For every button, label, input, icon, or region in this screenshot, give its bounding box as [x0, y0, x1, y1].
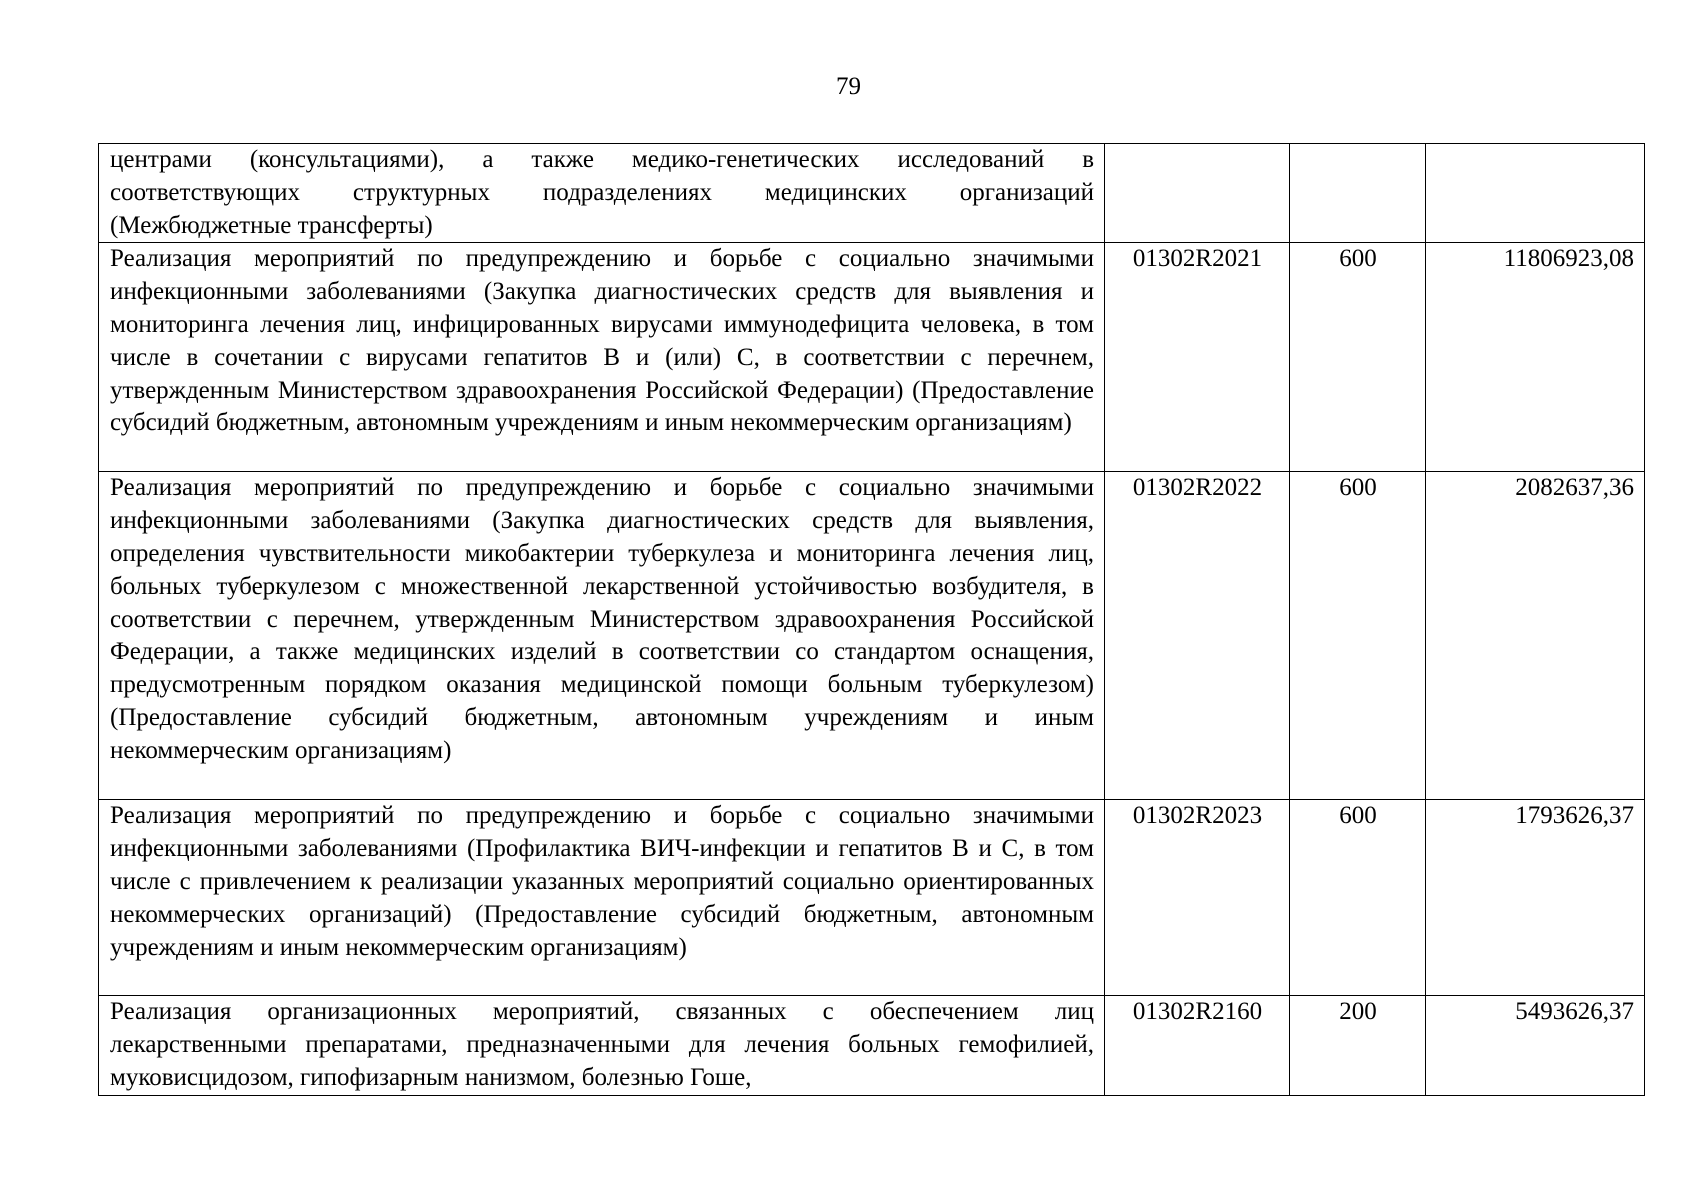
code-cell: 01302R2022: [1105, 472, 1290, 800]
expense-type-cell: 200: [1290, 996, 1426, 1095]
amount-cell: 5493626,37: [1426, 996, 1645, 1095]
expense-type-cell: 600: [1290, 800, 1426, 996]
expense-type-cell: 600: [1290, 472, 1426, 800]
table-row: [99, 144, 1645, 243]
amount-cell: 2082637,36: [1426, 472, 1645, 800]
description-cell: центрами (консультациями), а также медико-генетических исследований в соответствующих структурных подразделениях медицинских организаций (Межбюджетные трансферты): [99, 144, 1105, 243]
code-cell: [1105, 144, 1290, 243]
table-row: [99, 996, 1645, 1095]
description-cell: Реализация мероприятий по предупреждению и борьбе с социально значимыми инфекционными заболеваниями (Профилактика ВИЧ-инфекции и гепатитов B и C, в том числе с привлечением к реализации указанных мероприятий социально ориентированных некоммерческих организаций) (Предоставление субсидий бюджетным, автономным учреждениям и иным некоммерческим организациям): [99, 800, 1105, 996]
budget-table: [98, 143, 1645, 1096]
amount-cell: 1793626,37: [1426, 800, 1645, 996]
code-cell: 01302R2023: [1105, 800, 1290, 996]
description-cell: Реализация организационных мероприятий, связанных с обеспечением лиц лекарственными препаратами, предназначенными для лечения больных гемофилией, муковисцидозом, гипофизарным нанизмом, болезнью Гоше,: [99, 996, 1105, 1095]
description-cell: Реализация мероприятий по предупреждению и борьбе с социально значимыми инфекционными заболеваниями (Закупка диагностических средств для выявления и мониторинга лечения лиц, инфицированных вирусами иммунодефицита человека, в том числе в сочетании с вирусами гепатитов B и (или) C, в соответствии с перечнем, утвержденным Министерством здравоохранения Российской Федерации) (Предоставление субсидий бюджетным, автономным учреждениям и иным некоммерческим организациям): [99, 243, 1105, 472]
table-row: [99, 243, 1645, 472]
amount-cell: [1426, 144, 1645, 243]
expense-type-cell: [1290, 144, 1426, 243]
code-cell: 01302R2160: [1105, 996, 1290, 1095]
amount-cell: 11806923,08: [1426, 243, 1645, 472]
description-cell: Реализация мероприятий по предупреждению и борьбе с социально значимыми инфекционными заболеваниями (Закупка диагностических средств для выявления, определения чувствительности микобактерии туберкулеза и мониторинга лечения лиц, больных туберкулезом с множественной лекарственной устойчивостью возбудителя, в соответствии с перечнем, утвержденным Министерством здравоохранения Российской Федерации, а также медицинских изделий в соответствии со стандартом оснащения, предусмотренным порядком оказания медицинской помощи больным туберкулезом) (Предоставление субсидий бюджетным, автономным учреждениям и иным некоммерческим организациям): [99, 472, 1105, 800]
table-row: [99, 472, 1645, 800]
table-row: [99, 800, 1645, 996]
code-cell: 01302R2021: [1105, 243, 1290, 472]
page-number: 79: [836, 73, 861, 100]
expense-type-cell: 600: [1290, 243, 1426, 472]
